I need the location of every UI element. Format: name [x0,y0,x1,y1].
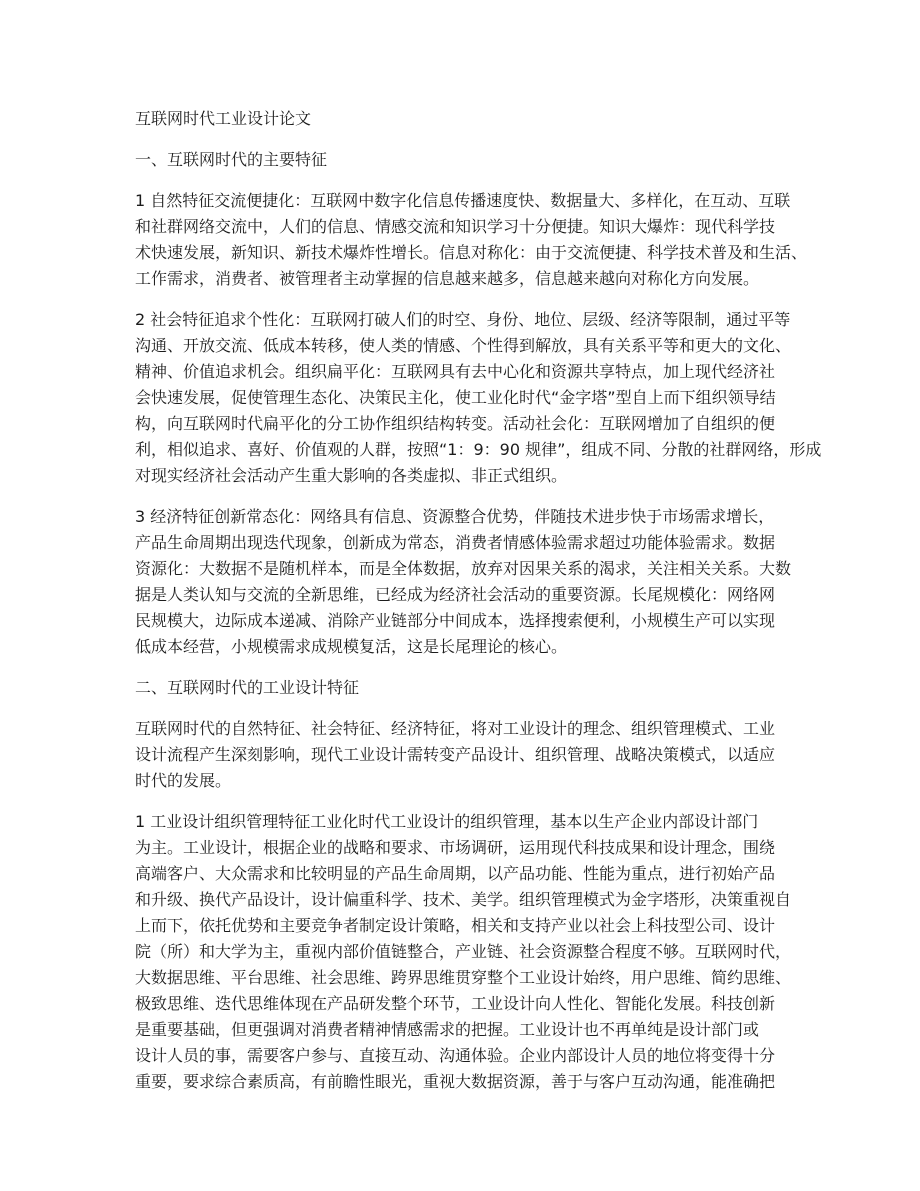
text-line: 二、互联网时代的工业设计特征 [135,678,360,697]
text-line: 重要，要求综合素质高，有前瞻性眼光，重视大数据资源，善于与客户互动沟通，能准确把 [135,1072,776,1091]
text-line: 1 自然特征交流便捷化：互联网中数字化信息传播速度快、数据量大、多样化，在互动、互联 [135,191,791,210]
text-line: 沟通、开放交流、低成本转移，使人类的情感、个性得到解放，具有关系平等和更大的文化、 [135,336,792,355]
text-line: 是重要基础，但更强调对消费者精神情感需求的把握。工业设计也不再单纯是设计部门或 [135,1020,760,1039]
text-line: 利，相似追求、喜好、价值观的人群，按照“1：9：90 规律”，组成不同、分散的社群网络，形成 [135,440,822,459]
text-line: 对现实经济社会活动产生重大影响的各类虚拟、非正式组织。 [135,466,568,485]
text-line: 互联网时代的自然特征、社会特征、经济特征，将对工业设计的理念、组织管理模式、工业 [135,719,776,738]
section-heading [135,675,787,701]
text-line: 产品生命周期出现迭代现象，创新成为常态，消费者情感体验需求超过功能体验需求。数据 [135,533,776,552]
text-line: 民规模大，边际成本递减、消除产业链部分中间成本，选择搜索便利，小规模生产可以实现 [135,611,776,630]
text-line: 据是人类认知与交流的全新思维，已经成为经济社会活动的重要资源。长尾规模化：网络网 [135,585,776,604]
text-line: 设计流程产生深刻影响，现代工业设计需转变产品设计、组织管理、战略决策模式，以适应 [135,745,776,764]
paragraph [135,809,792,1095]
document-body [135,106,822,1110]
text-line: 精神、价值追求机会。组织扁平化：互联网具有去中心化和资源共享特点，加上现代经济社 [135,362,776,381]
paragraph [135,307,822,489]
text-line: 互联网时代工业设计论文 [135,109,312,128]
text-line: 会快速发展，促使管理生态化、决策民主化，使工业化时代“金字塔”型自上而下组织领导结 [135,388,776,407]
text-line: 和社群网络交流中，人们的信息、情感交流和知识学习十分便捷。知识大爆炸：现代科学技 [135,217,776,236]
text-line: 大数据思维、平台思维、社会思维、跨界思维贯穿整个工业设计始终，用户思维、简约思维、 [135,968,792,987]
text-line: 资源化：大数据不是随机样本，而是全体数据，放弃对因果关系的渴求，关注相关关系。大数 [135,559,792,578]
text-line: 高端客户、大众需求和比较明显的产品生命周期，以产品功能、性能为重点，进行初始产品 [135,864,776,883]
text-line: 设计人员的事，需要客户参与、直接互动、沟通体验。企业内部设计人员的地位将变得十分 [135,1046,776,1065]
text-line: 为主。工业设计，根据企业的战略和要求、市场调研，运用现代科技成果和设计理念，围绕 [135,838,776,857]
text-line: 和升级、换代产品设计，设计偏重科学、技术、美学。组织管理模式为金字塔形，决策重视自 [135,890,792,909]
text-line: 构，向互联网时代扁平化的分工协作组织结构转变。活动社会化：互联网增加了自组织的便 [135,414,776,433]
paragraph [135,188,808,292]
text-line: 术快速发展，新知识、新技术爆炸性增长。信息对称化：由于交流便捷、科学技术普及和生活、 [135,243,808,262]
text-line: 时代的发展。 [135,771,232,790]
text-line: 工作需求，消费者、被管理者主动掌握的信息越来越多，信息越来越向对称化方向发展。 [135,269,760,288]
text-line: 低成本经营，小规模需求成规模复活，这是长尾理论的核心。 [135,637,568,656]
text-line: 2 社会特征追求个性化：互联网打破人们的时空、身份、地位、层级、经济等限制，通过平等 [135,310,791,329]
text-line: 3 经济特征创新常态化：网络具有信息、资源整合优势，伴随技术进步快于市场需求增长， [135,507,775,526]
section-heading [135,147,787,173]
document-title [135,106,787,132]
text-line: 1 工业设计组织管理特征工业化时代工业设计的组织管理，基本以生产企业内部设计部门 [135,812,759,831]
text-line: 上而下，依托优势和主要竞争者制定设计策略，相关和支持产业以社会上科技型公司、设计 [135,916,776,935]
text-line: 院（所）和大学为主，重视内部价值链整合，产业链、社会资源整合程度不够。互联网时代， [135,942,792,961]
paragraph [135,716,787,794]
text-line: 一、互联网时代的主要特征 [135,150,328,169]
text-line: 极致思维、迭代思维体现在产品研发整个环节，工业设计向人性化、智能化发展。科技创新 [135,994,776,1013]
paragraph [135,504,792,660]
